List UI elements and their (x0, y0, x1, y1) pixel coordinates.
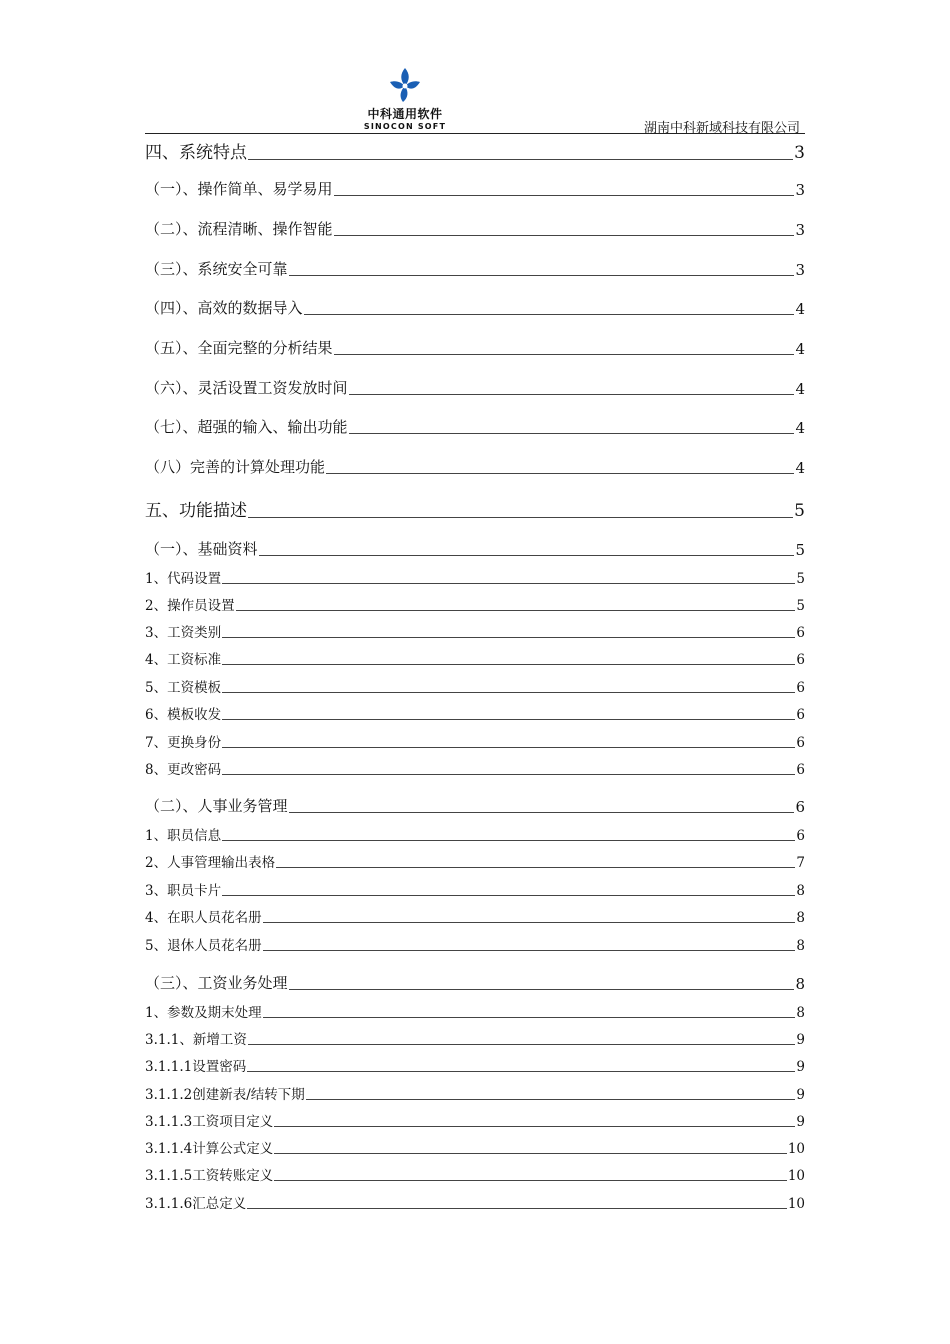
toc-entry[interactable] (145, 1001, 805, 1021)
toc-entry-title: 3.1.1.3工资项目定义 (145, 1114, 274, 1130)
toc-entry-title: （二）、流程清晰、操作智能 (145, 220, 333, 238)
toc-entry[interactable] (145, 1192, 805, 1212)
toc-page-number: 6 (796, 735, 805, 751)
toc-entry-title: 3.1.1.4计算公式定义 (145, 1141, 274, 1157)
toc-page-number: 6 (796, 625, 805, 641)
toc-entry[interactable] (145, 1110, 805, 1130)
toc-entry-title: （七）、超强的输入、输出功能 (145, 418, 348, 436)
toc-leader-line (222, 692, 795, 693)
toc-leader-line (289, 989, 795, 990)
toc-leader-line (236, 610, 796, 611)
toc-entry[interactable] (145, 1164, 805, 1184)
company-logo (360, 66, 450, 131)
toc-entry-title: 6、模板收发 (145, 707, 222, 723)
toc-page-number: 8 (796, 1005, 805, 1021)
logo-text-en: SINOCON SOFT (363, 122, 447, 131)
toc-entry-title: 3.1.1.2创建新表/结转下期 (145, 1087, 305, 1103)
toc-page-number: 10 (787, 1168, 805, 1184)
toc-leader-line (289, 275, 795, 276)
toc-leader-line (222, 637, 795, 638)
toc-entry[interactable] (145, 648, 805, 668)
toc-page-number: 6 (796, 828, 805, 844)
toc-leader-line (274, 1180, 787, 1181)
toc-leader-line (334, 195, 795, 196)
toc-entry-title: 1、职员信息 (145, 828, 222, 844)
toc-entry-title: （三）、系统安全可靠 (145, 260, 288, 278)
toc-entry-title: 1、参数及期末处理 (145, 1005, 262, 1021)
toc-entry-title: 3.1.1.1设置密码 (145, 1059, 247, 1075)
toc-entry[interactable] (145, 703, 805, 723)
toc-page-number: 4 (795, 380, 805, 398)
toc-leader-line (276, 867, 795, 868)
toc-entry-title: （一）、操作简单、易学易用 (145, 180, 333, 198)
toc-page-number: 5 (795, 541, 805, 559)
toc-entry-title: 5、工资模板 (145, 680, 222, 696)
toc-page-number: 7 (796, 855, 805, 871)
toc-entry[interactable] (145, 1083, 805, 1103)
toc-entry-title: （四）、高效的数据导入 (145, 299, 303, 317)
toc-leader-line (222, 774, 795, 775)
toc-page-number: 6 (795, 798, 805, 816)
toc-leader-line (274, 1153, 787, 1154)
toc-page-number: 6 (796, 762, 805, 778)
toc-page-number: 9 (796, 1114, 805, 1130)
toc-entry[interactable] (145, 906, 805, 926)
toc-entry[interactable] (145, 218, 805, 239)
toc-entry[interactable] (145, 731, 805, 751)
toc-page-number: 4 (795, 300, 805, 318)
toc-page-number: 3 (795, 221, 805, 239)
toc-page-number: 8 (796, 910, 805, 926)
toc-page-number: 8 (796, 938, 805, 954)
toc-leader-line (289, 812, 795, 813)
toc-entry[interactable] (145, 1028, 805, 1048)
toc-entry[interactable] (145, 416, 805, 437)
logo-text-cn: 中科通用软件 (367, 107, 443, 121)
toc-entry[interactable] (145, 676, 805, 696)
toc-page-number: 10 (787, 1141, 805, 1157)
toc-entry[interactable] (145, 795, 805, 816)
toc-leader-line (334, 354, 795, 355)
toc-entry-title: 3、工资类别 (145, 625, 222, 641)
toc-entry[interactable] (145, 567, 805, 587)
toc-entry[interactable] (145, 337, 805, 358)
toc-entry-title: （八）完善的计算处理功能 (145, 458, 326, 476)
toc-entry-title: 五、功能描述 (145, 501, 247, 521)
toc-leader-line (349, 394, 795, 395)
toc-entry-title: 3.1.1、新增工资 (145, 1032, 247, 1048)
toc-page-number: 6 (796, 652, 805, 668)
toc-leader-line (326, 473, 794, 474)
toc-entry[interactable] (145, 851, 805, 871)
toc-entry[interactable] (145, 456, 805, 477)
toc-entry-title: 8、更改密码 (145, 762, 222, 778)
toc-leader-line (248, 517, 793, 518)
toc-entry[interactable] (145, 178, 805, 199)
company-name: 湖南中科新域科技有限公司 (643, 121, 800, 136)
toc-page-number: 3 (795, 181, 805, 199)
toc-leader-line (349, 433, 795, 434)
toc-entry[interactable] (145, 538, 805, 559)
toc-entry-title: 3.1.1.5工资转账定义 (145, 1168, 274, 1184)
toc-page-number: 4 (795, 340, 805, 358)
toc-leader-line (304, 314, 795, 315)
toc-leader-line (259, 555, 795, 556)
toc-entry-title: 2、操作员设置 (145, 598, 235, 614)
toc-leader-line (222, 583, 795, 584)
toc-page-number: 6 (796, 707, 805, 723)
toc-entry-title: 3、职员卡片 (145, 883, 222, 899)
toc-entry-title: 4、工资标准 (145, 652, 222, 668)
toc-entry[interactable] (145, 879, 805, 899)
toc-entry[interactable] (145, 297, 805, 318)
toc-page-number: 4 (795, 419, 805, 437)
toc-entry[interactable] (145, 496, 805, 521)
toc-entry[interactable] (145, 758, 805, 778)
toc-page-number: 3 (794, 143, 805, 163)
toc-leader-line (263, 950, 796, 951)
toc-leader-line (222, 747, 795, 748)
toc-entry[interactable] (145, 934, 805, 954)
toc-entry-title: 3.1.1.6汇总定义 (145, 1196, 247, 1212)
toc-leader-line (247, 1208, 787, 1209)
toc-entry-title: （一）、基础资料 (145, 540, 258, 558)
toc-entry-title: 4、在职人员花名册 (145, 910, 262, 926)
toc-page-number: 5 (794, 501, 805, 521)
toc-entry[interactable] (145, 258, 805, 279)
toc-entry-title: （三）、工资业务处理 (145, 974, 288, 992)
toc-leader-line (222, 664, 795, 665)
header-divider (145, 133, 805, 134)
toc-leader-line (263, 922, 796, 923)
toc-page-number: 9 (796, 1087, 805, 1103)
toc-entry[interactable] (145, 1055, 805, 1075)
toc-leader-line (222, 840, 795, 841)
toc-page-number: 5 (796, 598, 805, 614)
toc-page-number: 9 (796, 1032, 805, 1048)
toc-page-number: 6 (796, 680, 805, 696)
toc-leader-line (274, 1126, 795, 1127)
toc-entry-title: 7、更换身份 (145, 735, 222, 751)
toc-entry-title: （六）、灵活设置工资发放时间 (145, 379, 348, 397)
toc-entry-title: （五）、全面完整的分析结果 (145, 339, 333, 357)
toc-entry-title: 四、系统特点 (145, 143, 247, 163)
toc-entry[interactable] (145, 621, 805, 641)
toc-leader-line (222, 719, 795, 720)
toc-entry-title: 1、代码设置 (145, 571, 222, 587)
toc-entry[interactable] (145, 1137, 805, 1157)
toc-leader-line (222, 895, 795, 896)
toc-page-number: 10 (787, 1196, 805, 1212)
toc-entry[interactable] (145, 594, 805, 614)
toc-page-number: 3 (795, 261, 805, 279)
toc-entry[interactable] (145, 138, 805, 163)
toc-leader-line (263, 1017, 796, 1018)
toc-entry[interactable] (145, 972, 805, 993)
toc-entry[interactable] (145, 377, 805, 398)
toc-page-number: 5 (796, 571, 805, 587)
toc-page-number: 8 (796, 883, 805, 899)
toc-entry-title: 5、退休人员花名册 (145, 938, 262, 954)
toc-leader-line (248, 159, 793, 160)
toc-entry[interactable] (145, 824, 805, 844)
toc-leader-line (306, 1099, 796, 1100)
toc-entry-title: 2、人事管理输出表格 (145, 855, 276, 871)
toc-leader-line (334, 235, 795, 236)
toc-leader-line (248, 1044, 796, 1045)
sinocon-logo-icon (386, 66, 424, 104)
toc-leader-line (247, 1071, 795, 1072)
toc-page-number: 8 (795, 975, 805, 993)
toc-page-number: 4 (795, 459, 805, 477)
toc-entry-title: （二）、人事业务管理 (145, 797, 288, 815)
toc-page-number: 9 (796, 1059, 805, 1075)
